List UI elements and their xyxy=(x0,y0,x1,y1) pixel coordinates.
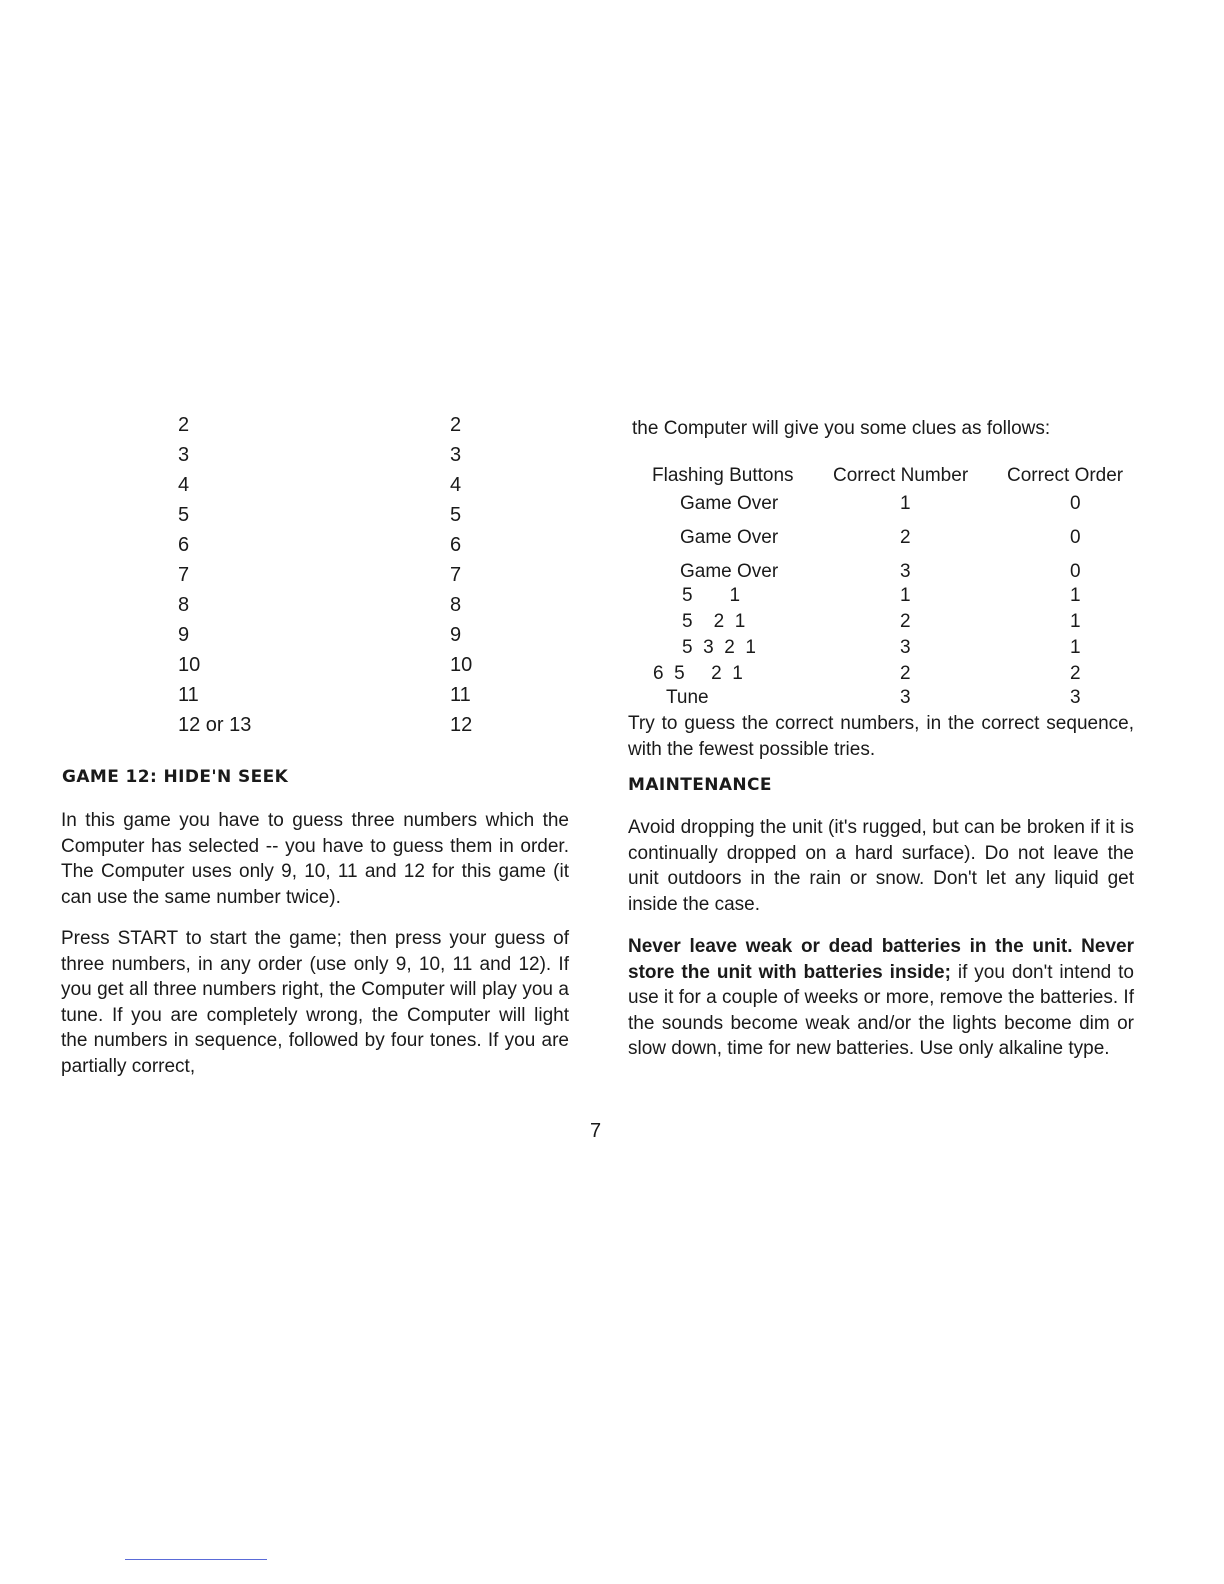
table-cell-number: 1 xyxy=(900,585,911,606)
list-item: 4 xyxy=(450,474,462,496)
column-header-flashing-buttons: Flashing Buttons xyxy=(652,465,794,486)
list-item: 2 xyxy=(450,414,462,436)
clues-intro: the Computer will give you some clues as follows: xyxy=(632,418,1051,439)
table-cell-flashing: Game Over xyxy=(680,527,779,548)
table-cell-flashing: Game Over xyxy=(680,493,779,514)
table-cell-order: 3 xyxy=(1070,687,1081,708)
table-cell-order: 1 xyxy=(1070,585,1081,606)
table-cell-number: 3 xyxy=(900,637,911,658)
table-cell-flashing: 6 5 2 1 xyxy=(653,663,743,684)
table-cell-order: 0 xyxy=(1070,527,1081,548)
list-item: 3 xyxy=(450,444,462,466)
list-item: 6 xyxy=(450,534,462,556)
table-cell-flashing: Tune xyxy=(666,687,709,708)
list-item: 2 xyxy=(178,414,190,436)
table-cell-flashing: Game Over xyxy=(680,561,779,582)
clues-outro: Try to guess the correct numbers, in the correct sequence, with the fewest possible tries. xyxy=(628,713,1134,760)
table-cell-order: 1 xyxy=(1070,611,1081,632)
game12-paragraph-2: Press START to start the game; then press your guess of three numbers, in any order (use only 9, 10, 11 and 12). If you get all three numbers right, the Computer will play you a tune. If you are completely wrong, the Computer will light the numbers in sequence, followed by four tones. If you are partially correct, xyxy=(61,928,569,1077)
column-header-correct-order: Correct Order xyxy=(1007,465,1124,486)
number-column-right xyxy=(450,410,472,740)
list-item: 12 or 13 xyxy=(178,714,252,736)
maintenance-warning: Never leave weak or dead batteries in the unit. Never store the unit with batteries inside; xyxy=(628,936,1134,983)
list-item: 8 xyxy=(450,594,462,616)
maintenance-paragraph-2-text: if you don't intend to use it for a couple of weeks or more, remove the batteries. If the sounds become weak and/or the lights become dim or slow down, time for new batteries. Use only alkaline type. xyxy=(628,961,1134,1059)
list-item: 9 xyxy=(178,624,190,646)
maintenance-paragraph-2 xyxy=(628,934,1134,1062)
table-cell-order: 2 xyxy=(1070,663,1081,684)
table-cell-order: 0 xyxy=(1070,493,1081,514)
table-cell-number: 2 xyxy=(900,611,911,632)
table-cell-order: 1 xyxy=(1070,637,1081,658)
game12-paragraph-1: In this game you have to guess three numbers which the Computer has selected -- you have to guess them in order. The Computer uses only 9, 10, 11 and 12 for this game (it can use the same number twice). xyxy=(61,810,569,908)
divider xyxy=(125,1559,267,1560)
list-item: 5 xyxy=(178,504,190,526)
list-item: 12 xyxy=(450,714,473,736)
maintenance-paragraph-1: Avoid dropping the unit (it's rugged, but can be broken if it is continually dropped on a hard surface). Do not leave the unit outdoors in the rain or snow. Don't let any liquid get inside the case. xyxy=(628,817,1134,915)
list-item: 10 xyxy=(450,654,473,676)
list-item: 11 xyxy=(178,684,199,706)
list-item: 9 xyxy=(450,624,462,646)
list-item: 6 xyxy=(178,534,190,556)
list-item: 10 xyxy=(178,654,201,676)
table-cell-number: 3 xyxy=(900,561,911,582)
column-header-correct-number: Correct Number xyxy=(833,465,969,486)
table-cell-flashing: 5 3 2 1 xyxy=(682,637,756,658)
list-item: 8 xyxy=(178,594,190,616)
list-item: 3 xyxy=(178,444,190,466)
number-column-left xyxy=(178,410,251,740)
list-item: 4 xyxy=(178,474,190,496)
table-cell-number: 2 xyxy=(900,527,911,548)
maintenance-heading: MAINTENANCE xyxy=(628,775,772,795)
page-number: 7 xyxy=(590,1120,602,1142)
table-cell-number: 2 xyxy=(900,663,911,684)
list-item: 7 xyxy=(450,564,462,586)
list-item: 7 xyxy=(178,564,190,586)
table-cell-number: 1 xyxy=(900,493,911,514)
game12-heading: GAME 12: HIDE'N SEEK xyxy=(62,767,289,787)
table-cell-flashing: 5 1 xyxy=(682,585,741,606)
list-item: 5 xyxy=(450,504,462,526)
table-cell-flashing: 5 2 1 xyxy=(682,611,746,632)
list-item: 11 xyxy=(450,684,471,706)
table-cell-order: 0 xyxy=(1070,561,1081,582)
table-cell-number: 3 xyxy=(900,687,911,708)
